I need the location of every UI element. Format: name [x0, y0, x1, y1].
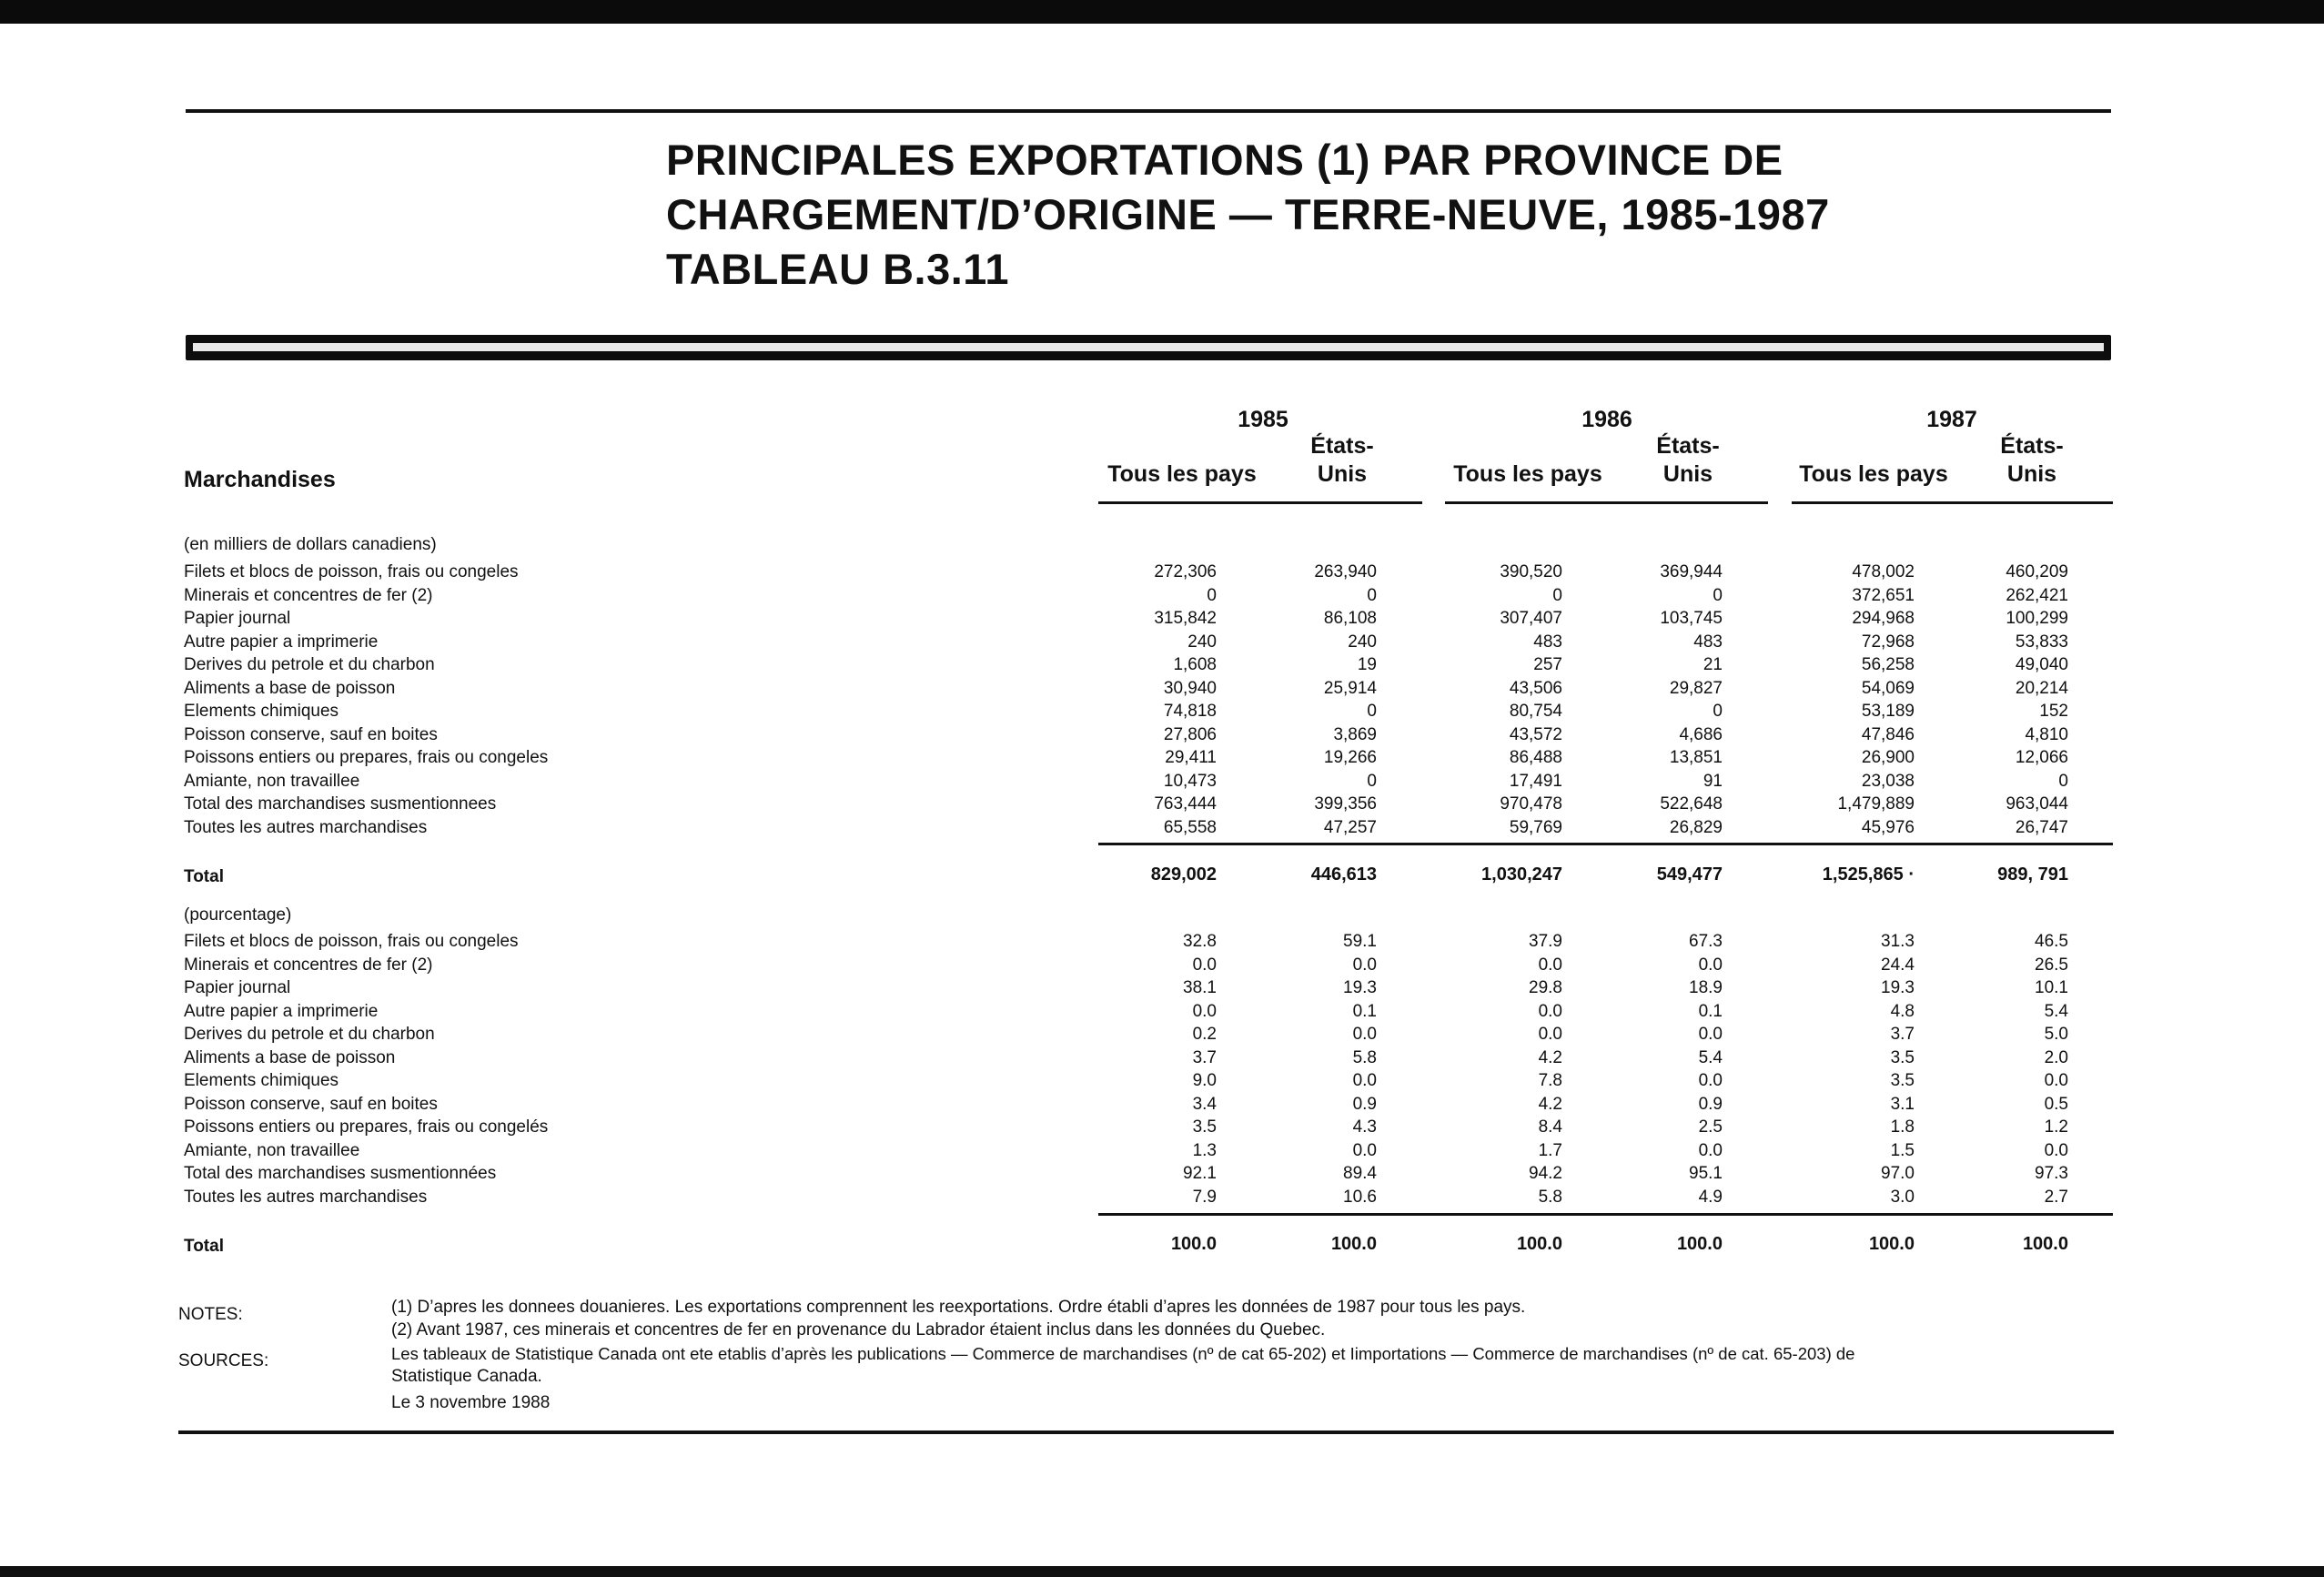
table-cell: 59.1 [1343, 932, 1377, 951]
col-us-1987-b: Unis [2006, 461, 2057, 487]
total-cell: 446,613 [1310, 864, 1377, 885]
table-cell: 1,479,889 [1837, 794, 1915, 814]
table-cell: 0.0 [2044, 1140, 2068, 1160]
table-cell: 2.0 [2044, 1047, 2068, 1067]
table-cell: 4.9 [1698, 1187, 1723, 1207]
title-underbar-inner [193, 343, 2104, 351]
total-label: Total [184, 867, 224, 886]
row-label: Filets et blocs de poisson, frais ou congeles [184, 562, 519, 581]
table-cell: 0.0 [1698, 1140, 1723, 1160]
table-cell: 3.5 [1890, 1047, 1915, 1067]
table-cell: 0.0 [1698, 1025, 1723, 1044]
table-cell: 1.7 [1538, 1140, 1562, 1160]
sources-label: SOURCES: [178, 1351, 269, 1370]
header-rule-1985 [1098, 501, 1422, 504]
table-cell: 0 [1713, 702, 1723, 721]
table-cell: 92.1 [1183, 1164, 1217, 1183]
table-cell: 257 [1533, 655, 1562, 674]
table-cell: 0 [1367, 585, 1377, 605]
table-cell: 372,651 [1852, 585, 1915, 605]
table-cell: 26,747 [2015, 817, 2068, 837]
table-cell: 5.8 [1538, 1187, 1562, 1207]
table-cell: 26,829 [1669, 817, 1723, 837]
table-cell: 74,818 [1163, 702, 1217, 721]
scan-top-border [0, 0, 2324, 24]
title-line-1: PRINCIPALES EXPORTATIONS (1) PAR PROVINCE DE [666, 136, 1783, 184]
table-cell: 522,648 [1660, 794, 1723, 814]
col-us-1986-a: États- [1656, 433, 1720, 459]
total-cell: 829,002 [1150, 864, 1217, 885]
total-cell: 100.0 [1170, 1234, 1217, 1254]
table-cell: 56,258 [1861, 655, 1915, 674]
table-cell: 399,356 [1314, 794, 1377, 814]
source-line-1: Les tableaux de Statistique Canada ont ete etablis d’après les publications — Commerce de marchandises (nº de cat 65-202) et Iimportations — Commerce de marchandises (nº de cat. 65-203) de [391, 1344, 1855, 1363]
table-cell: 0 [2058, 771, 2068, 791]
table-cell: 13,851 [1669, 748, 1723, 767]
table-cell: 103,745 [1660, 609, 1723, 628]
report-date: Le 3 novembre 1988 [391, 1393, 551, 1412]
table-cell: 72,968 [1861, 632, 1915, 652]
total-cell: 989, 791 [1997, 864, 2068, 885]
table-cell: 30,940 [1163, 678, 1217, 698]
table-cell: 369,944 [1660, 562, 1723, 581]
row-label: Minerais et concentres de fer (2) [184, 955, 433, 975]
header-rule-1986 [1445, 501, 1768, 504]
table-cell: 4,810 [2025, 724, 2068, 744]
row-label: Poisson conserve, sauf en boites [184, 724, 438, 744]
table-cell: 43,506 [1509, 678, 1562, 698]
total-cell: 1,030,247 [1481, 864, 1562, 885]
table-cell: 65,558 [1163, 817, 1217, 837]
row-header: Marchandises [184, 467, 336, 492]
table-cell: 29.8 [1529, 978, 1562, 997]
table-cell: 5.4 [1698, 1047, 1723, 1067]
table-cell: 0.0 [1352, 1025, 1377, 1044]
table-cell: 26.5 [2035, 955, 2068, 975]
total-rule-values [1098, 843, 2113, 845]
table-cell: 262,421 [2006, 585, 2068, 605]
table-cell: 10.6 [1343, 1187, 1377, 1207]
table-cell: 315,842 [1154, 609, 1217, 628]
table-cell: 2.5 [1698, 1117, 1723, 1137]
table-cell: 0.0 [1192, 1001, 1217, 1021]
table-cell: 3.0 [1890, 1187, 1915, 1207]
table-cell: 21 [1703, 655, 1723, 674]
col-all-1987: Tous les pays [1799, 461, 1948, 487]
table-cell: 0.0 [1538, 955, 1562, 975]
table-cell: 100,299 [2006, 609, 2068, 628]
table-cell: 1.2 [2044, 1117, 2068, 1137]
table-cell: 95.1 [1689, 1164, 1723, 1183]
table-cell: 5.4 [2044, 1001, 2068, 1021]
row-label: Total des marchandises susmentionnees [184, 794, 497, 814]
table-cell: 17,491 [1509, 771, 1562, 791]
table-cell: 240 [1187, 632, 1217, 652]
document-title [666, 133, 2031, 297]
table-cell: 478,002 [1852, 562, 1915, 581]
col-us-1985-b: Unis [1317, 461, 1368, 487]
table-cell: 1.3 [1192, 1140, 1217, 1160]
row-label: Total des marchandises susmentionnées [184, 1164, 497, 1183]
row-label: Papier journal [184, 978, 291, 997]
col-us-1987-a: États- [2000, 433, 2064, 459]
row-label: Amiante, non travaillee [184, 1140, 360, 1160]
table-cell: 31.3 [1881, 932, 1915, 951]
table-cell: 0.5 [2044, 1094, 2068, 1114]
table-cell: 53,833 [2015, 632, 2068, 652]
total-cell: 100.0 [1868, 1234, 1915, 1254]
table-cell: 29,411 [1165, 748, 1217, 767]
source-line-2: Statistique Canada. [391, 1367, 542, 1386]
table-cell: 272,306 [1154, 562, 1217, 581]
scan-bottom-border [0, 1566, 2324, 1577]
table-cell: 27,806 [1163, 724, 1217, 744]
table-cell: 4,686 [1679, 724, 1723, 744]
table-cell: 38.1 [1183, 978, 1217, 997]
table-cell: 0.2 [1192, 1025, 1217, 1044]
table-cell: 59,769 [1509, 817, 1562, 837]
row-label: Aliments a base de poisson [184, 1047, 396, 1067]
table-cell: 19,266 [1323, 748, 1377, 767]
table-cell: 1,608 [1173, 655, 1217, 674]
total-rule-percent [1098, 1213, 2113, 1216]
row-label: Papier journal [184, 609, 291, 628]
table-cell: 763,444 [1154, 794, 1217, 814]
row-label: Amiante, non travaillee [184, 771, 360, 791]
table-cell: 0.0 [1538, 1001, 1562, 1021]
table-cell: 32.8 [1183, 932, 1217, 951]
table-cell: 20,214 [2015, 678, 2068, 698]
table-cell: 0.0 [1192, 955, 1217, 975]
table-cell: 0.0 [1698, 955, 1723, 975]
title-line-2: CHARGEMENT/D’ORIGINE — TERRE-NEUVE, 1985-1987 [666, 190, 1830, 238]
bottom-rule [178, 1430, 2114, 1434]
table-cell: 0.1 [1698, 1001, 1723, 1021]
row-label: Poissons entiers ou prepares, frais ou congeles [184, 748, 549, 767]
table-cell: 0.0 [2044, 1071, 2068, 1090]
table-cell: 86,108 [1323, 609, 1377, 628]
table-cell: 0.0 [1538, 1025, 1562, 1044]
col-us-1985-a: États- [1310, 433, 1374, 459]
total-label: Total [184, 1237, 224, 1256]
table-cell: 29,827 [1669, 678, 1723, 698]
table-cell: 0.0 [1698, 1071, 1723, 1090]
table-cell: 0 [1367, 702, 1377, 721]
col-all-1986: Tous les pays [1453, 461, 1602, 487]
table-cell: 307,407 [1500, 609, 1562, 628]
table-cell: 86,488 [1509, 748, 1562, 767]
table-cell: 97.3 [2035, 1164, 2068, 1183]
title-line-3: TABLEAU B.3.11 [666, 245, 1009, 293]
year-1986: 1986 [1581, 407, 1632, 432]
table-cell: 49,040 [2015, 655, 2068, 674]
table-cell: 3.4 [1192, 1094, 1217, 1114]
col-all-1985: Tous les pays [1107, 461, 1257, 487]
table-cell: 4.3 [1352, 1117, 1377, 1137]
row-label: Poissons entiers ou prepares, frais ou congelés [184, 1117, 549, 1137]
table-cell: 19.3 [1881, 978, 1915, 997]
year-1987: 1987 [1926, 407, 1977, 432]
table-cell: 67.3 [1689, 932, 1723, 951]
table-cell: 1.8 [1890, 1117, 1915, 1137]
table-cell: 97.0 [1881, 1164, 1915, 1183]
table-cell: 19.3 [1343, 978, 1377, 997]
table-cell: 0.0 [1352, 955, 1377, 975]
table-cell: 3.7 [1192, 1047, 1217, 1067]
row-label: Toutes les autres marchandises [184, 817, 428, 837]
notes-label: NOTES: [178, 1305, 243, 1324]
row-label: Elements chimiques [184, 1071, 339, 1090]
row-label: Poisson conserve, sauf en boites [184, 1094, 438, 1114]
table-cell: 4.2 [1538, 1047, 1562, 1067]
table-cell: 294,968 [1852, 609, 1915, 628]
table-cell: 8.4 [1538, 1117, 1562, 1137]
table-cell: 0.9 [1698, 1094, 1723, 1114]
table-cell: 12,066 [2015, 748, 2068, 767]
table-cell: 10.1 [2035, 978, 2068, 997]
row-label: Derives du petrole et du charbon [184, 655, 435, 674]
table-cell: 24.4 [1881, 955, 1915, 975]
table-cell: 483 [1693, 632, 1723, 652]
col-us-1986-b: Unis [1662, 461, 1713, 487]
table-cell: 3.7 [1890, 1025, 1915, 1044]
table-cell: 7.8 [1538, 1071, 1562, 1090]
total-cell: 100.0 [1676, 1234, 1723, 1254]
table-cell: 53,189 [1861, 702, 1915, 721]
table-cell: 3.5 [1192, 1117, 1217, 1137]
table-cell: 0 [1552, 585, 1562, 605]
table-cell: 91 [1703, 771, 1723, 791]
total-cell: 100.0 [1330, 1234, 1377, 1254]
table-cell: 0 [1713, 585, 1723, 605]
section-percent-caption: (pourcentage) [184, 905, 292, 925]
table-cell: 26,900 [1861, 748, 1915, 767]
table-cell: 240 [1348, 632, 1377, 652]
row-label: Filets et blocs de poisson, frais ou congeles [184, 932, 519, 951]
table-cell: 970,478 [1500, 794, 1562, 814]
total-cell: 1,525,865 · [1822, 864, 1915, 885]
year-1985: 1985 [1238, 407, 1288, 432]
table-cell: 80,754 [1509, 702, 1562, 721]
row-label: Autre papier a imprimerie [184, 1001, 379, 1021]
table-cell: 483 [1533, 632, 1562, 652]
table-cell: 5.8 [1352, 1047, 1377, 1067]
row-label: Autre papier a imprimerie [184, 632, 379, 652]
table-cell: 263,940 [1314, 562, 1377, 581]
table-cell: 390,520 [1500, 562, 1562, 581]
row-label: Aliments a base de poisson [184, 678, 396, 698]
table-cell: 2.7 [2044, 1187, 2068, 1207]
section-values-caption: (en milliers de dollars canadiens) [184, 535, 437, 554]
table-cell: 0.0 [1352, 1071, 1377, 1090]
table-cell: 94.2 [1529, 1164, 1562, 1183]
table-cell: 963,044 [2006, 794, 2068, 814]
table-cell: 25,914 [1323, 678, 1377, 698]
row-label: Toutes les autres marchandises [184, 1187, 428, 1207]
total-cell: 100.0 [2022, 1234, 2068, 1254]
table-cell: 0.0 [1352, 1140, 1377, 1160]
table-cell: 0 [1367, 771, 1377, 791]
table-cell: 5.0 [2044, 1025, 2068, 1044]
table-cell: 47,846 [1861, 724, 1915, 744]
table-cell: 19 [1357, 655, 1377, 674]
table-cell: 45,976 [1861, 817, 1915, 837]
total-cell: 549,477 [1656, 864, 1723, 885]
table-cell: 3.1 [1890, 1094, 1915, 1114]
table-cell: 89.4 [1343, 1164, 1377, 1183]
table-cell: 152 [2039, 702, 2068, 721]
table-cell: 10,473 [1163, 771, 1217, 791]
table-cell: 4.8 [1890, 1001, 1915, 1021]
table-cell: 4.2 [1538, 1094, 1562, 1114]
row-label: Elements chimiques [184, 702, 339, 721]
table-cell: 9.0 [1192, 1071, 1217, 1090]
top-rule [186, 109, 2111, 113]
table-cell: 23,038 [1861, 771, 1915, 791]
row-label: Derives du petrole et du charbon [184, 1025, 435, 1044]
note-2: (2) Avant 1987, ces minerais et concentres de fer en provenance du Labrador étaient inclus dans les données du Quebec. [391, 1320, 1326, 1339]
table-cell: 43,572 [1509, 724, 1562, 744]
note-1: (1) D’apres les donnees douanieres. Les exportations comprennent les reexportations. Ordre établi d’apres les données de 1987 pour tous les pays. [391, 1298, 1526, 1317]
table-cell: 18.9 [1689, 978, 1723, 997]
table-cell: 54,069 [1861, 678, 1915, 698]
table-cell: 0.9 [1352, 1094, 1377, 1114]
table-cell: 7.9 [1192, 1187, 1217, 1207]
total-cell: 100.0 [1516, 1234, 1562, 1254]
row-label: Minerais et concentres de fer (2) [184, 585, 433, 605]
table-cell: 0 [1207, 585, 1217, 605]
header-rule-1987 [1792, 501, 2113, 504]
table-cell: 460,209 [2006, 562, 2068, 581]
table-cell: 1.5 [1890, 1140, 1915, 1160]
table-cell: 37.9 [1529, 932, 1562, 951]
table-cell: 0.1 [1352, 1001, 1377, 1021]
table-cell: 46.5 [2035, 932, 2068, 951]
table-cell: 47,257 [1323, 817, 1377, 837]
table-cell: 3.5 [1890, 1071, 1915, 1090]
table-cell: 3,869 [1333, 724, 1377, 744]
